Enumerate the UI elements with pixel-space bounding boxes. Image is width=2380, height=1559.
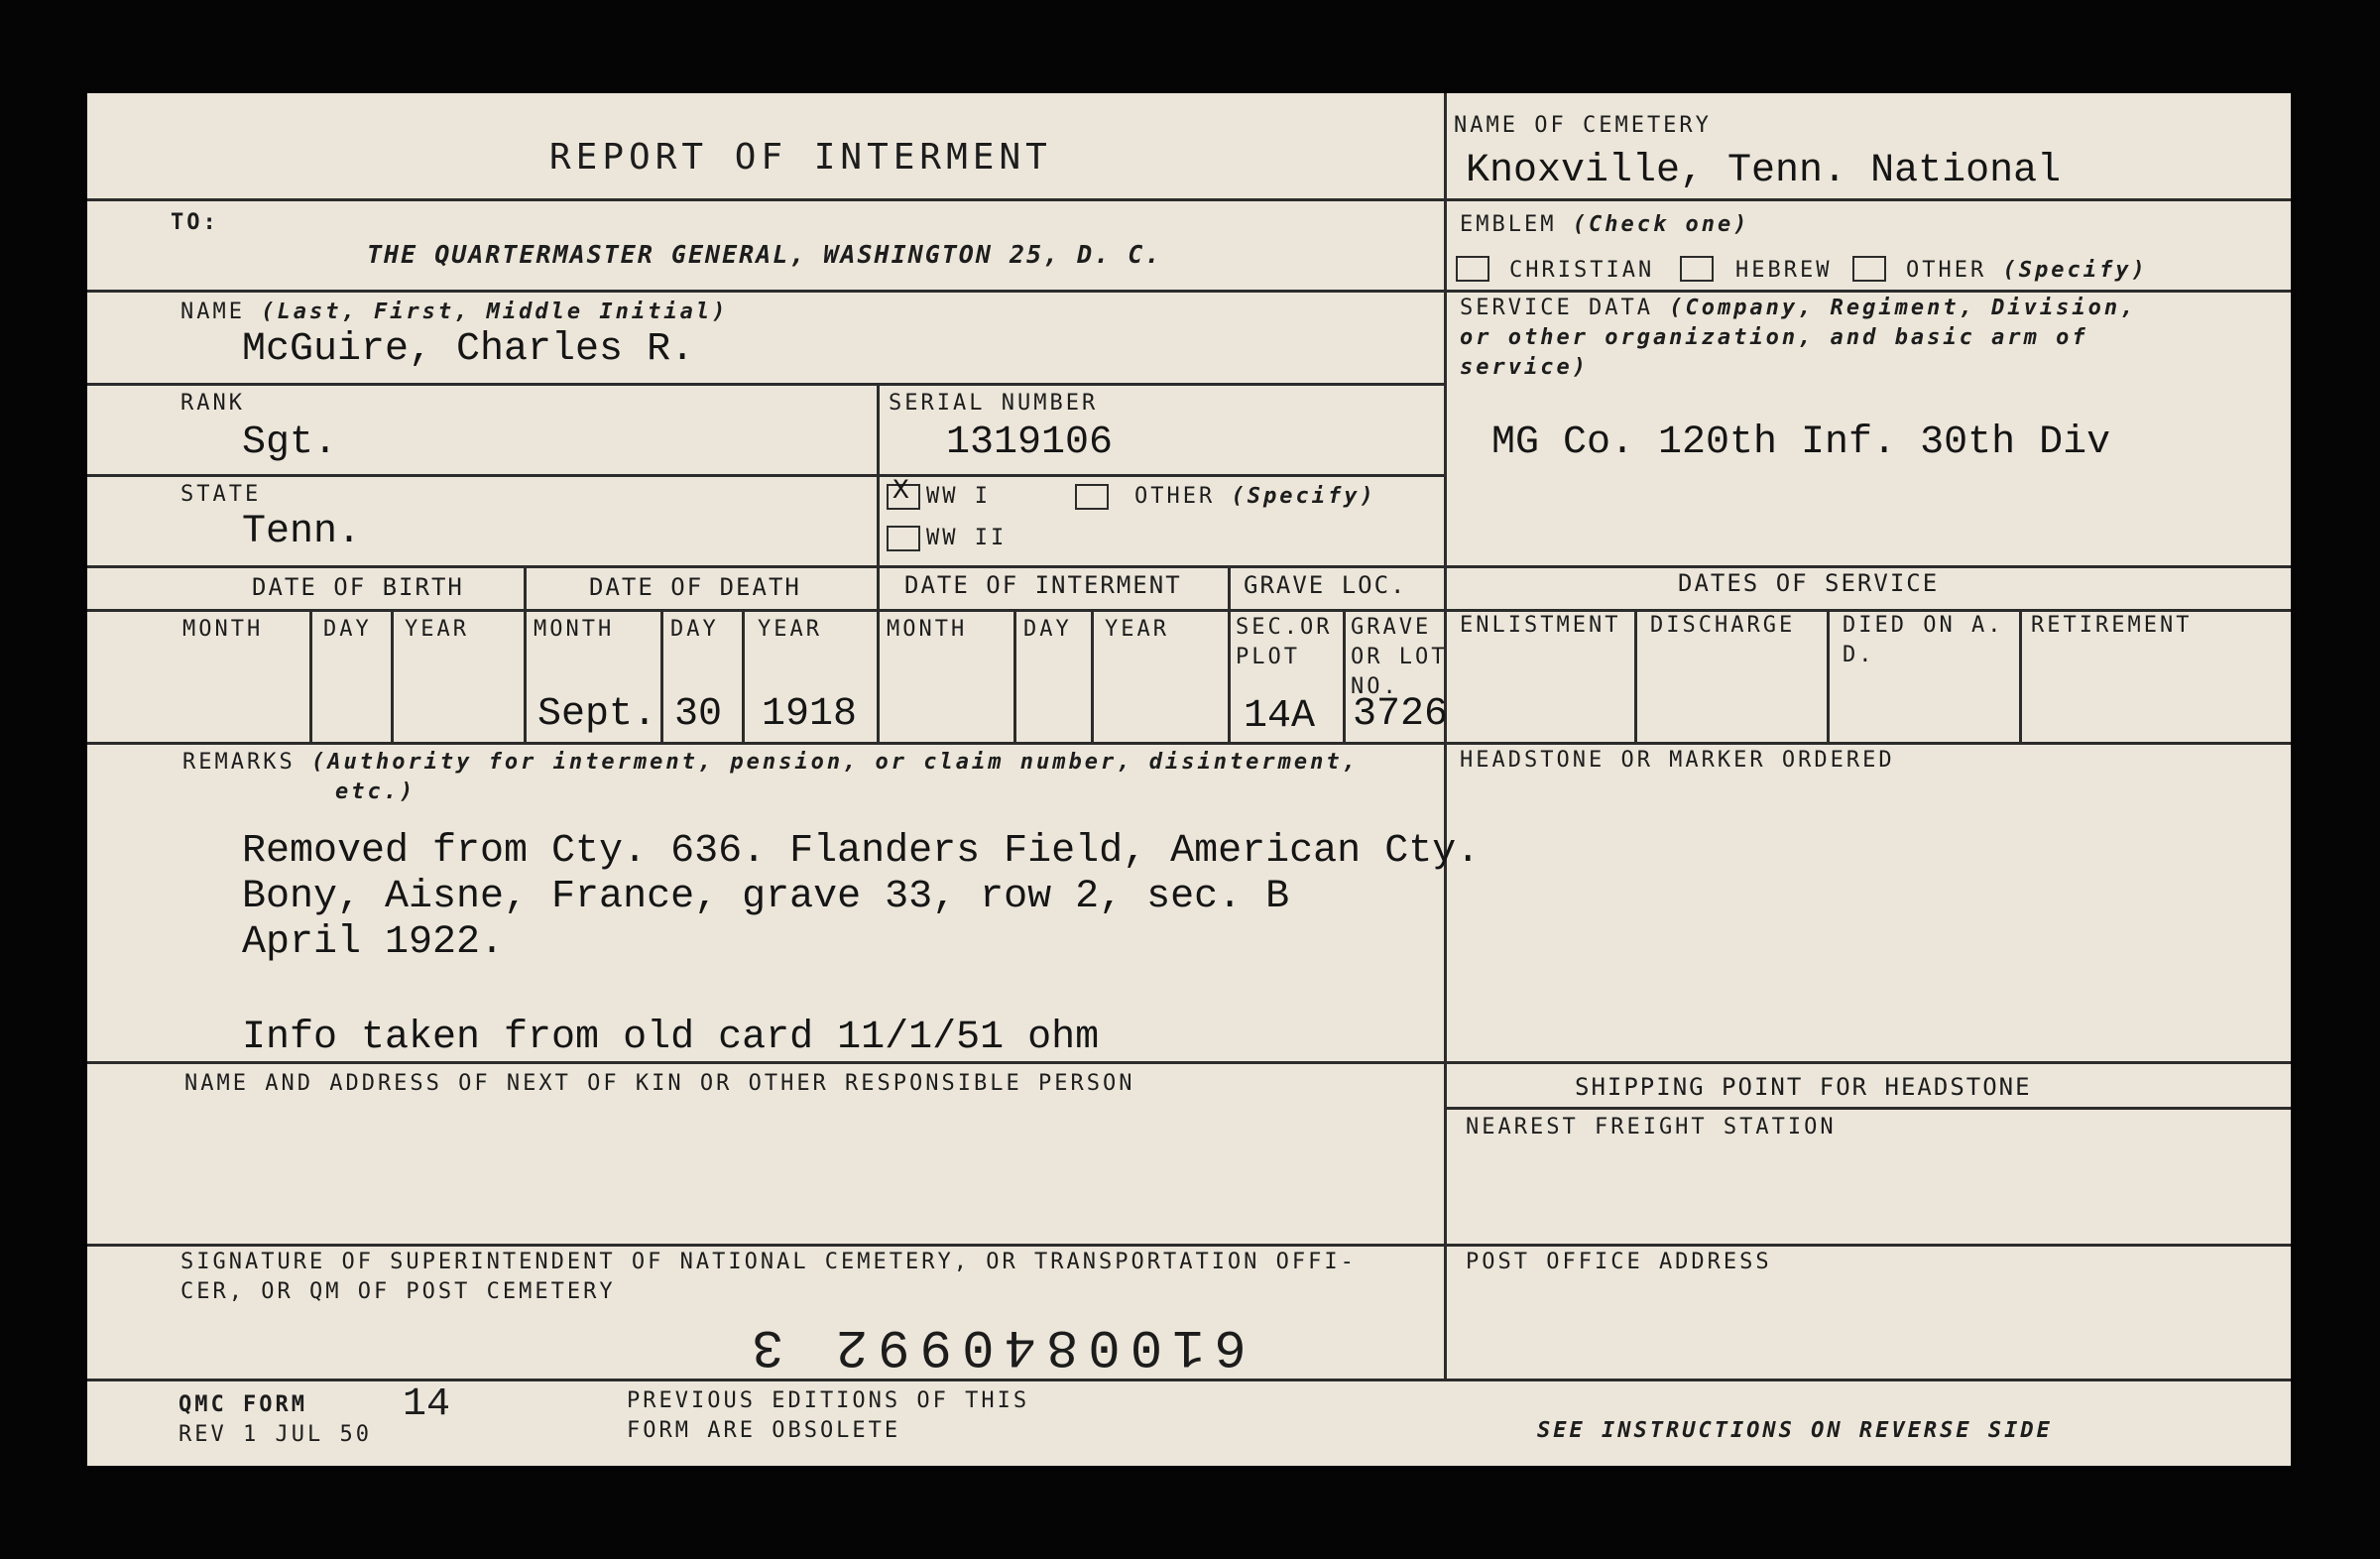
signature-label-b: CER, OR QM OF POST CEMETERY xyxy=(180,1279,616,1304)
rule-state xyxy=(87,565,2291,568)
previous-editions-a: PREVIOUS EDITIONS OF THIS xyxy=(627,1388,1030,1413)
name-label xyxy=(180,300,728,324)
sec-value: 14A xyxy=(1244,694,1316,739)
state-label: STATE xyxy=(180,482,262,507)
serial-label: SERIAL NUMBER xyxy=(889,391,1099,416)
died-label-a: DIED ON A. xyxy=(1843,613,2004,638)
service-label-line3: service) xyxy=(1460,355,1589,380)
grave-value: 3726 xyxy=(1353,692,1449,737)
service-label xyxy=(1460,296,2136,320)
shipping-label: SHIPPING POINT FOR HEADSTONE xyxy=(1575,1073,2032,1101)
grave-label-c: NO. xyxy=(1351,674,1399,699)
rule-dod-doi xyxy=(877,565,880,742)
other-war-label-main: OTHER xyxy=(1134,484,1216,509)
remarks-label-etc: etc.) xyxy=(335,780,416,804)
ww2-label: WW II xyxy=(926,526,1008,550)
dod-day-label: DAY xyxy=(670,617,719,642)
death-day-value: 30 xyxy=(674,692,723,737)
previous-editions-b: FORM ARE OBSOLETE xyxy=(627,1418,901,1443)
death-month-value: Sept. xyxy=(537,692,657,737)
state-value: Tenn. xyxy=(242,510,362,554)
form-number: 14 xyxy=(403,1382,451,1427)
remarks-label xyxy=(182,750,1359,775)
remarks-line-1: Removed from Cty. 636. Flanders Field, American Cty. xyxy=(242,829,1481,874)
rule-discharge xyxy=(1827,609,1830,742)
qmc-rev-label: REV 1 JUL 50 xyxy=(178,1422,372,1447)
rule-dob-month xyxy=(309,609,312,742)
other-emblem-main: OTHER xyxy=(1906,258,1987,283)
other-war-label xyxy=(1134,484,1376,509)
serial-value: 1319106 xyxy=(946,420,1114,465)
other-emblem-specify: (Specify) xyxy=(2002,258,2148,283)
emblem-label xyxy=(1460,212,1749,237)
service-label-main: SERVICE DATA xyxy=(1460,296,1653,320)
name-label-main: NAME xyxy=(180,300,245,324)
rule-remarks xyxy=(87,1061,2291,1064)
freight-label: NEAREST FREIGHT STATION xyxy=(1466,1115,1837,1139)
rank-value: Sgt. xyxy=(242,420,338,465)
rule-dates xyxy=(87,742,2291,745)
dod-year-label: YEAR xyxy=(758,617,822,642)
dob-header: DATE OF BIRTH xyxy=(252,573,464,601)
cemetery-label: NAME OF CEMETERY xyxy=(1454,113,1712,138)
headstone-label: HEADSTONE OR MARKER ORDERED xyxy=(1460,748,1895,773)
service-label-line2: or other organization, and basic arm of xyxy=(1460,325,2088,350)
ww2-checkbox[interactable] xyxy=(887,526,920,551)
retirement-label: RETIREMENT xyxy=(2031,613,2193,638)
rule-top xyxy=(87,198,1446,201)
rule-right-1 xyxy=(1446,198,2291,201)
death-year-value: 1918 xyxy=(762,692,858,737)
cemetery-value: Knoxville, Tenn. National xyxy=(1466,149,2062,193)
other-emblem-checkbox[interactable] xyxy=(1852,256,1886,282)
rule-signature xyxy=(87,1379,2291,1381)
remarks-label-hint: (Authority for interment, pension, or claim number, disinterment, xyxy=(310,750,1359,775)
name-value: McGuire, Charles R. xyxy=(242,327,695,372)
dos-header: DATES OF SERVICE xyxy=(1678,569,1940,597)
kin-label: NAME AND ADDRESS OF NEXT OF KIN OR OTHER RESPONSIBLE PERSON xyxy=(184,1071,1135,1096)
christian-checkbox[interactable] xyxy=(1456,256,1489,282)
grave-header: GRAVE LOC. xyxy=(1244,571,1407,599)
name-label-hint: (Last, First, Middle Initial) xyxy=(261,300,729,324)
rule-rank xyxy=(87,474,1446,477)
other-emblem-label xyxy=(1906,258,2148,283)
doi-year-label: YEAR xyxy=(1105,617,1169,642)
rule-doi-grave xyxy=(1228,565,1231,742)
rule-name xyxy=(87,383,1446,386)
died-label-b: D. xyxy=(1843,643,1875,667)
other-war-checkbox[interactable] xyxy=(1075,484,1109,510)
remarks-label-main: REMARKS xyxy=(182,750,296,775)
rule-doi-month xyxy=(1013,609,1016,742)
to-value: THE QUARTERMASTER GENERAL, WASHINGTON 25, D. C. xyxy=(367,240,1162,269)
rule-shipping xyxy=(1446,1107,2291,1110)
rule-dob-dod xyxy=(524,565,527,742)
rule-to xyxy=(87,290,2291,293)
form-title: REPORT OF INTERMENT xyxy=(549,137,1052,178)
rule-doi-day xyxy=(1091,609,1094,742)
dob-day-label: DAY xyxy=(323,617,372,642)
service-label-hint: (Company, Regiment, Division, xyxy=(1669,296,2137,320)
doi-day-label: DAY xyxy=(1023,617,1072,642)
instructions-note: SEE INSTRUCTIONS ON REVERSE SIDE xyxy=(1537,1418,2053,1443)
hebrew-checkbox[interactable] xyxy=(1680,256,1714,282)
interment-card xyxy=(87,93,2291,1466)
doi-month-label: MONTH xyxy=(887,617,968,642)
sec-label-a: SEC.OR xyxy=(1236,615,1333,640)
rule-serial xyxy=(877,383,880,565)
remarks-line-3: April 1922. xyxy=(242,920,505,965)
stamp-number: 6100840992 3 xyxy=(742,1315,1247,1376)
signature-label-a: SIGNATURE OF SUPERINTENDENT OF NATIONAL CEMETERY, OR TRANSPORTATION OFFI- xyxy=(180,1250,1357,1274)
discharge-label: DISCHARGE xyxy=(1650,613,1796,638)
rule-enlist xyxy=(1634,609,1637,742)
rank-label: RANK xyxy=(180,391,245,416)
christian-label: CHRISTIAN xyxy=(1509,258,1655,283)
dob-year-label: YEAR xyxy=(405,617,469,642)
grave-label-b: OR LOT xyxy=(1351,645,1448,669)
dod-header: DATE OF DEATH xyxy=(589,573,801,601)
rule-dates-header xyxy=(87,609,2291,612)
hebrew-label: HEBREW xyxy=(1735,258,1833,283)
other-war-specify: (Specify) xyxy=(1231,484,1376,509)
rule-kin xyxy=(87,1244,2291,1247)
rule-grave-mid xyxy=(1343,609,1346,742)
post-office-label: POST OFFICE ADDRESS xyxy=(1466,1250,1772,1274)
to-label: TO: xyxy=(171,210,219,235)
doi-header: DATE OF INTERMENT xyxy=(904,571,1182,599)
dod-month-label: MONTH xyxy=(534,617,615,642)
qmc-form-label: QMC FORM xyxy=(178,1392,307,1417)
dob-month-label: MONTH xyxy=(182,617,264,642)
rule-dod-month xyxy=(660,609,663,742)
emblem-label-main: EMBLEM xyxy=(1460,212,1557,237)
remarks-line-2: Bony, Aisne, France, grave 33, row 2, sec. B xyxy=(242,875,1290,919)
grave-label-a: GRAVE xyxy=(1351,615,1432,640)
rule-died xyxy=(2019,609,2022,742)
ww1-label: WW I xyxy=(926,484,991,509)
rule-dob-day xyxy=(391,609,394,742)
remarks-line-4: Info taken from old card 11/1/51 ohm xyxy=(242,1016,1100,1060)
service-value: MG Co. 120th Inf. 30th Div xyxy=(1491,420,2111,465)
emblem-hint: (Check one) xyxy=(1572,212,1750,237)
sec-label-b: PLOT xyxy=(1236,645,1300,669)
ww1-check-mark: X xyxy=(892,476,909,507)
rule-dod-day xyxy=(742,609,745,742)
enlistment-label: ENLISTMENT xyxy=(1460,613,1621,638)
